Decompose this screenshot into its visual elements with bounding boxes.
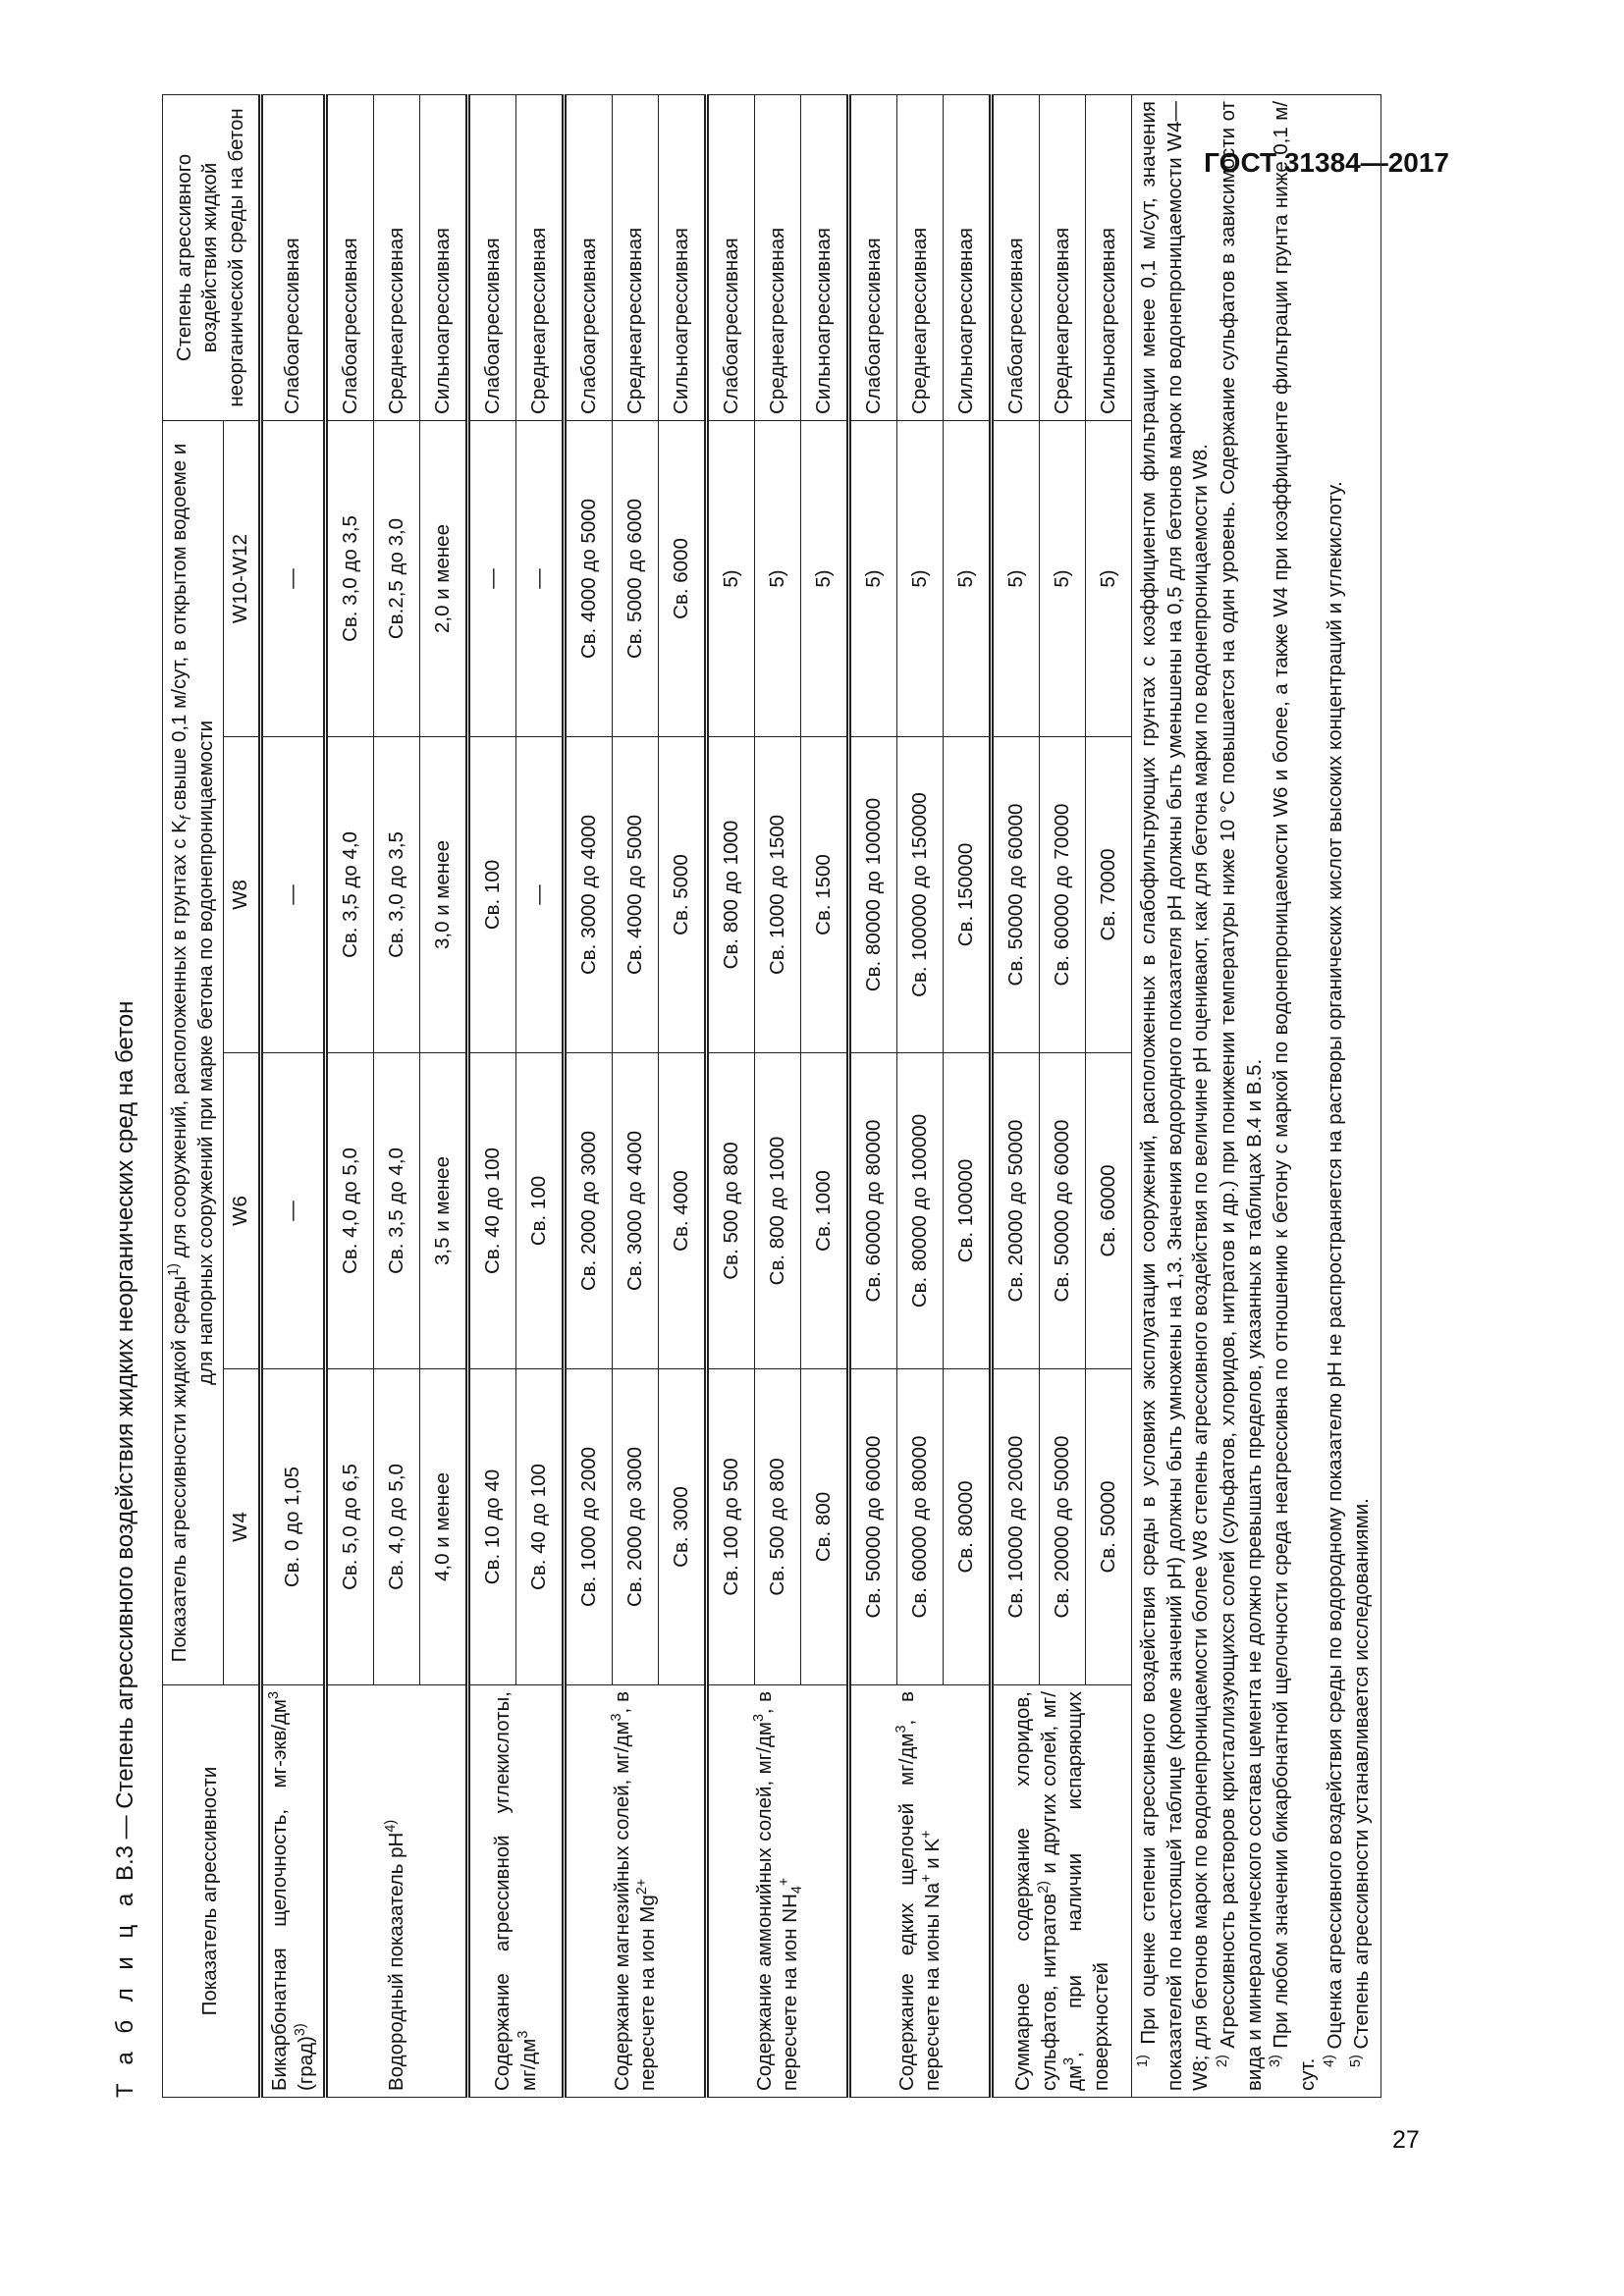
caption-number: В.3	[112, 1845, 138, 1882]
value-w10: —	[516, 420, 565, 736]
value-w4: Св. 2000 до 3000	[613, 1369, 659, 1685]
value-w8: Св. 80000 до 100000	[849, 737, 897, 1053]
indicator-ammonium: Содержание аммонийных солей, $мг/дм^3$, в пересчете на ион $NH_4^+$	[707, 1685, 849, 2098]
note-2: $^{2)}$ Агрессивность растворов кристаллизующихся солей (сульфатов, хлоридов, нитратов и др.) при понижении температуры ниже 10 °С повышается на один уровень. Содержание сульфатов в зависимости от вида и минералогического состава цемента не должно превышать пределов, указанных в таблицах В.4 и В.5.	[1215, 101, 1266, 2091]
value-w10: Св. 3,0 до 3,5	[326, 420, 374, 736]
value-w10: 5)	[897, 420, 944, 736]
value-w6: Св. 60000	[1086, 1053, 1132, 1369]
table-notes	[1132, 94, 1381, 2097]
notes-row	[1132, 94, 1381, 2097]
note-5: $^{5)}$ Степень агрессивности устанавливается исследованиями.	[1348, 1498, 1374, 2067]
degree-cell: Среднеагрессивная	[516, 94, 565, 420]
note-4: $^{4)}$ Оценка агрессивного воздействия среды по водородному показателю pH не распространяется на растворы органических кислот высоких концентраций и углекислоту.	[1321, 481, 1346, 2067]
value-w10: —	[468, 420, 516, 736]
indicator-alkalis: Содержание едких щелочей $мг/дм^3$, в пересчете на ионы Na+ и K+	[849, 1685, 992, 2098]
value-w6: Св. 500 до 800	[707, 1053, 755, 1369]
degree-cell: Слабоагрессивная	[326, 94, 374, 420]
value-w8: Св. 5000	[659, 737, 707, 1053]
value-w6: Св. 1000	[801, 1053, 849, 1369]
value-w6: Св. 60000 до 80000	[849, 1053, 897, 1369]
value-w4: Св. 40 до 100	[516, 1369, 565, 1685]
degree-cell: Слабоагрессивная	[260, 94, 325, 420]
value-w8: Св. 3,0 до 3,5	[374, 737, 420, 1053]
value-w10: 5)	[1040, 420, 1086, 736]
degree-cell: Среднеагрессивная	[897, 94, 944, 420]
value-w10: Св. 5000 до 6000	[613, 420, 659, 736]
degree-cell: Среднеагрессивная	[374, 94, 420, 420]
degree-cell: Сильноагрессивная	[944, 94, 992, 420]
table-row	[992, 94, 1040, 2097]
value-w6: Св. 100	[516, 1053, 565, 1369]
value-w10: 2,0 и менее	[420, 420, 468, 736]
degree-cell: Слабоагрессивная	[849, 94, 897, 420]
value-w8: Св. 1000 до 1500	[755, 737, 801, 1053]
degree-cell: Среднеагрессивная	[755, 94, 801, 420]
value-w4: Св. 4,0 до 5,0	[374, 1369, 420, 1685]
value-w6: —	[260, 1053, 325, 1369]
value-w4: Св. 10 до 40	[468, 1369, 516, 1685]
value-w10: 5)	[755, 420, 801, 736]
value-w8: —	[260, 737, 325, 1053]
value-w4: Св. 100 до 500	[707, 1369, 755, 1685]
header-w6: W6	[224, 1053, 261, 1369]
value-w8: Св. 150000	[944, 737, 992, 1053]
header-group: Показатель агрессивности жидкой среды$^{1)}$ для сооружений, расположенных в грунтах с $K_f$ свыше 0,1 м/сут, в открытом водоеме и для напорных сооружений при марке бетона по водонепроницаемости	[163, 420, 224, 1684]
value-w10: 5)	[707, 420, 755, 736]
aggressiveness-table	[162, 94, 1381, 2098]
table-row	[326, 94, 374, 2097]
degree-cell: Сильноагрессивная	[420, 94, 468, 420]
value-w8: Св. 50000 до 60000	[992, 737, 1040, 1053]
value-w4: Св. 0 до 1,05	[260, 1369, 325, 1685]
value-w4: Св. 3000	[659, 1369, 707, 1685]
value-w6: 3,5 и менее	[420, 1053, 468, 1369]
value-w8: Св. 60000 до 70000	[1040, 737, 1086, 1053]
value-w6: Св. 3000 до 4000	[613, 1053, 659, 1369]
value-w6: Св. 800 до 1000	[755, 1053, 801, 1369]
degree-cell: Среднеагрессивная	[1040, 94, 1086, 420]
indicator-co2: Содержание агрессивной углекислоты, $мг/дм^3$	[468, 1685, 565, 2098]
degree-cell: Среднеагрессивная	[613, 94, 659, 420]
value-w4: Св. 10000 до 20000	[992, 1369, 1040, 1685]
value-w4: Св. 1000 до 2000	[565, 1369, 613, 1685]
note-1: $^{1)}$ При оценке степени агрессивного воздействия среды в условиях эксплуатации сооружений, расположенных в слабофильтрующих грунтах с коэффициентом фильтрации менее 0,1 м/сут, значения показателей по настоящей таблице (кроме значений pH) должны быть умножены на 1,3. Значения водородного показателя pH должны быть уменьшены на 0,5 для бетонов марок по водонепроницаемости W4—W8; для бетонов марок по водонепроницаемости более W8 степень агрессивного воздействия по величине pH оценивают, как для бетона марки по водонепроницаемости W8.	[1135, 100, 1213, 2091]
value-w4: Св. 50000	[1086, 1369, 1132, 1685]
value-w10: —	[260, 420, 325, 736]
document-code: ГОСТ 31384—2017	[1204, 147, 1449, 178]
table-row	[849, 94, 897, 2097]
value-w8: Св. 3000 до 4000	[565, 737, 613, 1053]
header-indicator: Показатель агрессивности	[163, 1685, 261, 2098]
value-w6: Св. 50000 до 60000	[1040, 1053, 1086, 1369]
degree-cell: Сильноагрессивная	[801, 94, 849, 420]
value-w6: Св. 4,0 до 5,0	[326, 1053, 374, 1369]
indicator-ph: Водородный показатель $pH^{4)}$	[326, 1685, 468, 2098]
value-w8: Св. 800 до 1000	[707, 737, 755, 1053]
value-w4: Св. 60000 до 80000	[897, 1369, 944, 1685]
degree-cell: Слабоагрессивная	[992, 94, 1040, 420]
value-w4: Св. 50000 до 60000	[849, 1369, 897, 1685]
caption-prefix: Т а б л и ц а	[112, 1887, 138, 2098]
indicator-bicarbonate: Бикарбонатная щелочность, $мг-экв/дм^3$ (град)$^{3)}$	[260, 1685, 325, 2098]
note-3: $^{3)}$ При любом значении бикарбонатной щелочности среда неагрессивна по отношению к бетону с маркой по водонепроницаемости W6 и более, а также W4 при коэффициенте фильтрации грунта ниже 0,1 м/сут.	[1268, 100, 1320, 2091]
table-row	[260, 94, 325, 2097]
value-w10: 5)	[992, 420, 1040, 736]
value-w6: Св. 4000	[659, 1053, 707, 1369]
value-w10: Св. 4000 до 5000	[565, 420, 613, 736]
value-w8: Св. 4000 до 5000	[613, 737, 659, 1053]
value-w8: Св. 1500	[801, 737, 849, 1053]
caption-text: — Степень агрессивного воздействия жидких неорганических сред на бетон	[112, 1000, 138, 1846]
table-row	[565, 94, 613, 2097]
header-w4: W4	[224, 1369, 261, 1685]
page-number: 27	[1392, 2126, 1420, 2154]
value-w10: Св. 6000	[659, 420, 707, 736]
value-w6: Св. 80000 до 100000	[897, 1053, 944, 1369]
value-w6: Св. 100000	[944, 1053, 992, 1369]
header-w8: W8	[224, 737, 261, 1053]
degree-cell: Сильноагрессивная	[659, 94, 707, 420]
value-w4: Св. 20000 до 50000	[1040, 1369, 1086, 1685]
value-w10: Св.2,5 до 3,0	[374, 420, 420, 736]
value-w4: Св. 5,0 до 6,5	[326, 1369, 374, 1685]
value-w6: Св. 2000 до 3000	[565, 1053, 613, 1369]
table-row	[468, 94, 516, 2097]
value-w8: 3,0 и менее	[420, 737, 468, 1053]
value-w10: 5)	[801, 420, 849, 736]
degree-cell: Сильноагрессивная	[1086, 94, 1132, 420]
value-w8: Св. 3,5 до 4,0	[326, 737, 374, 1053]
degree-cell: Слабоагрессивная	[707, 94, 755, 420]
indicator-total-salts: Суммарное содержание хлоридов, сульфатов, нитратов$^{2)}$ и других солей, $мг/дм^3$, при наличии испаряющих поверхностей	[992, 1685, 1132, 2098]
value-w6: Св. 3,5 до 4,0	[374, 1053, 420, 1369]
indicator-magnesium: Содержание магнезийных солей, $мг/дм^3$, в пересчете на ион $Mg^{2+}$	[565, 1685, 707, 2098]
value-w4: Св. 800	[801, 1369, 849, 1685]
value-w10: 5)	[944, 420, 992, 736]
value-w8: —	[516, 737, 565, 1053]
value-w8: Св. 70000	[1086, 737, 1132, 1053]
value-w6: Св. 20000 до 50000	[992, 1053, 1040, 1369]
degree-cell: Слабоагрессивная	[468, 94, 516, 420]
degree-cell: Слабоагрессивная	[565, 94, 613, 420]
value-w4: Св. 500 до 800	[755, 1369, 801, 1685]
header-w10-w12: W10-W12	[224, 420, 261, 736]
value-w10: 5)	[849, 420, 897, 736]
header-degree: Степень агрессивного воздействия жидкой неорганической среды на бетон	[163, 94, 261, 420]
value-w8: Св. 100000 до 150000	[897, 737, 944, 1053]
table-row	[707, 94, 755, 2097]
value-w6: Св. 40 до 100	[468, 1053, 516, 1369]
value-w4: Св. 80000	[944, 1369, 992, 1685]
value-w8: Св. 100	[468, 737, 516, 1053]
value-w10: 5)	[1086, 420, 1132, 736]
value-w4: 4,0 и менее	[420, 1369, 468, 1685]
table-caption	[112, 1001, 139, 2098]
